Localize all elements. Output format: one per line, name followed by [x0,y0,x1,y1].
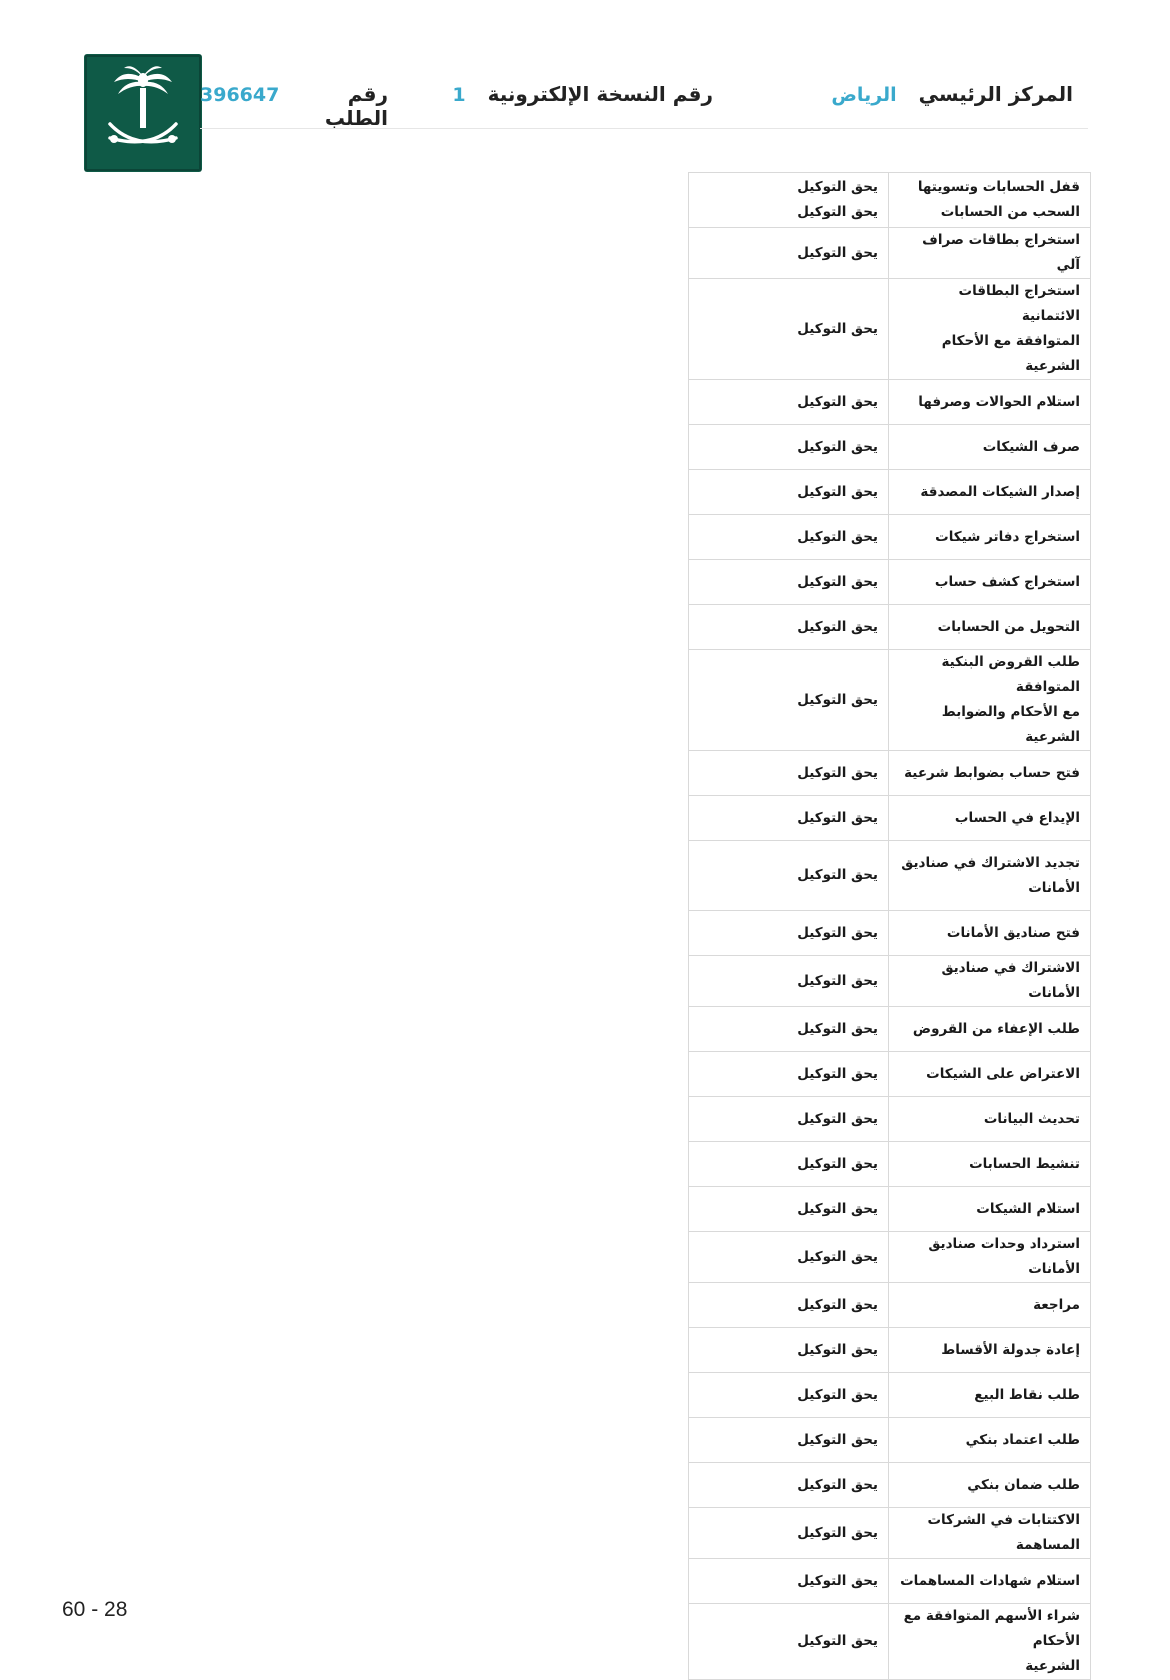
service-name-cell [889,228,1091,279]
service-name-cell [889,751,1091,796]
service-name: الاكتتابات في الشركات المساهمة [927,1512,1080,1553]
table-row [689,1604,1091,1680]
request-group [200,82,388,130]
service-name: التحويل من الحسابات [937,618,1080,635]
service-name: الشرعية [1025,1658,1080,1674]
service-name: قفل الحسابات وتسويتها [917,179,1080,195]
table-row [689,605,1091,650]
service-name: تنشيط الحسابات [969,1155,1080,1172]
service-name-cell [889,911,1091,956]
service-name: إصدار الشيكات المصدقة [920,483,1080,500]
saudi-emblem-palm-swords-icon [84,54,202,172]
delegation-right-cell [689,751,889,796]
service-name: فتح صناديق الأمانات [946,924,1080,941]
table-row [689,515,1091,560]
delegation-right-cell [689,1283,889,1328]
delegation-right: يحق التوكيل [797,1200,878,1217]
service-name: مع الأحكام والضوابط الشرعية [941,704,1080,745]
delegation-right-cell [689,470,889,515]
delegation-right-cell [689,1187,889,1232]
delegation-right: يحق التوكيل [797,1296,878,1313]
service-name: طلب الإعفاء من القروض [912,1020,1080,1037]
service-name-cell [889,1559,1091,1604]
table-row [689,1187,1091,1232]
service-name-cell [889,1283,1091,1328]
delegation-right: يحق التوكيل [797,179,878,195]
delegation-right-cell [689,1007,889,1052]
delegation-right: يحق التوكيل [797,320,878,337]
service-name-cell [889,605,1091,650]
delegation-right: يحق التوكيل [797,1341,878,1358]
service-name-cell [889,380,1091,425]
delegation-right-cell [689,1559,889,1604]
request-value: 396647 [200,84,280,106]
service-name-cell [889,1328,1091,1373]
table-row [689,228,1091,279]
service-name: استخراج البطاقات الائتمانية [958,283,1080,324]
table-row [689,1142,1091,1187]
delegation-right: يحق التوكيل [797,809,878,826]
service-name-cell [889,1142,1091,1187]
table-row [689,1097,1091,1142]
service-name-cell [889,1373,1091,1418]
delegation-right: يحق التوكيل [797,1431,878,1448]
delegation-right: يحق التوكيل [797,618,878,635]
delegation-right: يحق التوكيل [797,244,878,261]
delegation-right: يحق التوكيل [797,764,878,781]
delegation-right: يحق التوكيل [797,1572,878,1589]
service-name-cell [889,173,1091,228]
delegation-right-cell [689,911,889,956]
table-row [689,380,1091,425]
version-group [452,82,713,106]
service-name: استلام الشيكات [976,1200,1080,1217]
service-name-cell [889,1232,1091,1283]
service-name-cell [889,515,1091,560]
center-label: المركز الرئيسي [918,82,1073,106]
table-row [689,1052,1091,1097]
service-name: تجديد الاشتراك في صناديق [901,854,1080,871]
service-name-cell [889,560,1091,605]
delegation-right: يحق التوكيل [797,1633,878,1649]
service-name: تحديث البيانات [983,1110,1080,1127]
delegation-right-cell [689,279,889,380]
delegation-right-cell [689,228,889,279]
delegation-right: يحق التوكيل [797,1110,878,1127]
delegation-right: يحق التوكيل [797,1065,878,1082]
table-row [689,841,1091,911]
table-row [689,560,1091,605]
table-row [689,1232,1091,1283]
service-name: استرداد وحدات صناديق الأمانات [928,1236,1080,1277]
delegation-right-cell [689,1373,889,1418]
delegation-right-cell [689,841,889,911]
delegation-right: يحق التوكيل [797,972,878,989]
service-name-cell [889,956,1091,1007]
service-name: المتوافقة مع الأحكام الشرعية [941,333,1080,374]
service-name: طلب نقاط البيع [974,1386,1080,1403]
delegation-right-cell [689,650,889,751]
delegation-right: يحق التوكيل [797,573,878,590]
service-name-cell [889,470,1091,515]
table-row [689,650,1091,751]
service-name: استلام شهادات المساهمات [900,1572,1080,1589]
delegation-right-cell [689,1463,889,1508]
delegation-right-cell [689,1052,889,1097]
table-row [689,1418,1091,1463]
table-row [689,911,1091,956]
delegation-right-cell [689,605,889,650]
service-name-cell [889,1007,1091,1052]
delegation-right: يحق التوكيل [797,1020,878,1037]
service-name-cell [889,1508,1091,1559]
delegation-right-cell [689,1097,889,1142]
service-name-cell [889,796,1091,841]
table-row [689,279,1091,380]
delegation-right: يحق التوكيل [797,393,878,410]
service-name: الإيداع في الحساب [954,809,1080,826]
services-table [688,172,1091,1680]
service-name: شراء الأسهم المتوافقة مع الأحكام [903,1608,1080,1649]
table-row [689,796,1091,841]
service-name: استلام الحوالات وصرفها [918,393,1080,410]
delegation-right: يحق التوكيل [797,1386,878,1403]
delegation-right-cell [689,796,889,841]
table-row [689,751,1091,796]
table-row [689,1373,1091,1418]
delegation-right: يحق التوكيل [797,1248,878,1265]
delegation-right-cell [689,515,889,560]
delegation-right-cell [689,1142,889,1187]
table-row [689,425,1091,470]
delegation-right: يحق التوكيل [797,691,878,708]
center-value: الرياض [831,84,897,106]
delegation-right: يحق التوكيل [797,867,878,883]
table-row [689,1007,1091,1052]
service-name-cell [889,1052,1091,1097]
service-name-cell [889,1463,1091,1508]
version-value: 1 [452,84,466,106]
delegation-right-cell [689,173,889,228]
service-name-cell [889,279,1091,380]
delegation-right: يحق التوكيل [797,483,878,500]
service-name-cell [889,1418,1091,1463]
table-row [689,1508,1091,1559]
table-row [689,173,1091,228]
delegation-right: يحق التوكيل [797,1155,878,1172]
document-header [200,70,1088,129]
service-name: طلب القروض البنكية المتوافقة [941,654,1080,695]
table-row [689,1559,1091,1604]
table-row [689,956,1091,1007]
page-number: 60 - 28 [62,1598,128,1621]
delegation-right-cell [689,380,889,425]
delegation-right-cell [689,1418,889,1463]
service-name: استخراج بطاقات صراف آلي [922,232,1080,273]
service-name: الاعتراض على الشيكات [926,1065,1080,1082]
service-name: استخراج دفاتر شيكات [935,528,1080,545]
service-name-cell [889,1097,1091,1142]
service-name-cell [889,1187,1091,1232]
service-name: الأمانات [1028,879,1080,896]
delegation-right-cell [689,956,889,1007]
delegation-right: يحق التوكيل [797,528,878,545]
table-row [689,1283,1091,1328]
delegation-right-cell [689,425,889,470]
service-name-cell [889,1604,1091,1680]
table-row [689,1463,1091,1508]
delegation-right-cell [689,560,889,605]
delegation-right: يحق التوكيل [797,1476,878,1493]
delegation-right: يحق التوكيل [797,438,878,455]
service-name: فتح حساب بضوابط شرعية [904,764,1080,781]
delegation-right-cell [689,1604,889,1680]
version-label: رقم النسخة الإلكترونية [487,82,713,106]
delegation-right: يحق التوكيل [797,204,878,220]
service-name: طلب ضمان بنكي [967,1476,1080,1493]
delegation-right: يحق التوكيل [797,924,878,941]
delegation-right-cell [689,1508,889,1559]
service-name: صرف الشيكات [982,438,1080,455]
delegation-right-cell [689,1328,889,1373]
table-row [689,1328,1091,1373]
service-name-cell [889,425,1091,470]
service-name-cell [889,841,1091,911]
service-name-cell [889,650,1091,751]
center-group [831,82,1073,106]
saudi-emblem [84,54,202,172]
service-name: استخراج كشف حساب [934,573,1080,590]
table-row [689,470,1091,515]
service-name: طلب اعتماد بنكي [965,1431,1080,1448]
service-name: مراجعة [1033,1296,1080,1313]
delegation-right-cell [689,1232,889,1283]
service-name: السحب من الحسابات [940,204,1080,220]
request-label: رقم الطلب [324,82,388,130]
service-name: الاشتراك في صناديق الأمانات [941,960,1080,1001]
service-name: إعادة جدولة الأقساط [941,1341,1080,1358]
delegation-right: يحق التوكيل [797,1524,878,1541]
